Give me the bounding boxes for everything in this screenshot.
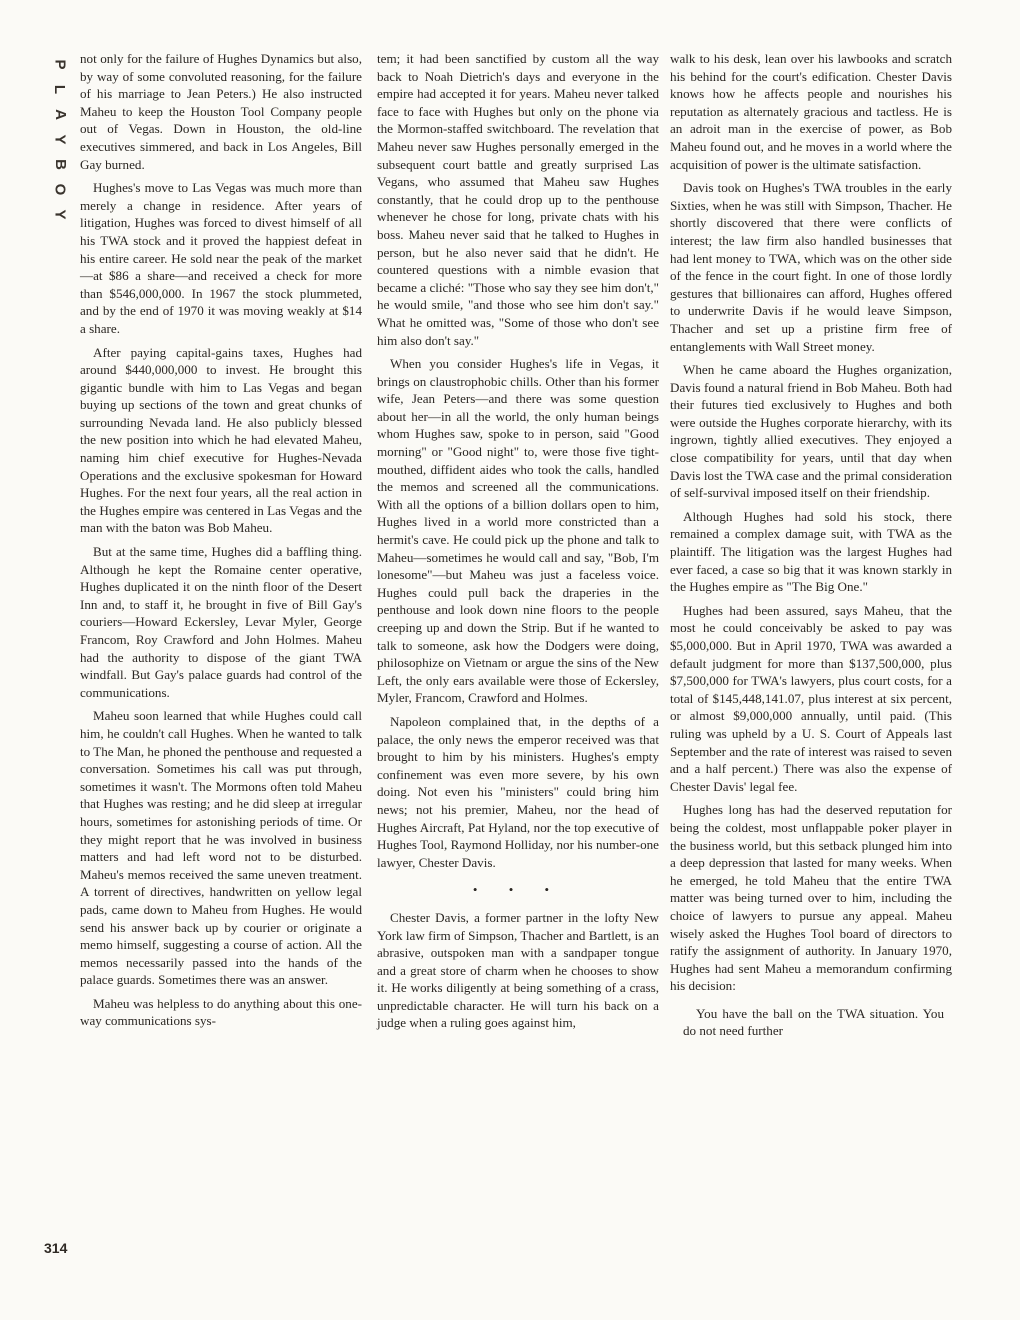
paragraph: When you consider Hughes's life in Vegas, it brings on claustrophobic chills. Other than his former wife, Jean Peters—and there was some question about her—in all the world, the only human beings whom Hughes saw, spoke to in person, said "Good morning" or "Good night" to, were those five tight-mouthed, diffident aides who took the calls, handled the memos and screened all the communications. With all the options of a billion dollars open to him, Hughes lived in a world more constricted than a hermit's cave. He could pick up the phone and talk to Maheu—sometimes he would call and say, "Bob, I'm lonesome"—but Maheu was just a faceless voice. Hughes could pull back the draperies in the penthouse and look down nine floors to the people creeping up and down the Strip. But if he wanted to talk to someone, ask how the Dodgers were doing, philosophize on Vietnam or argue the sins of the New Left, the only ears available were those of Eckersley, Myler, Francom, Crawford and Holmes. xyxy=(377,356,659,706)
paragraph: Chester Davis, a former partner in the lofty New York law firm of Simpson, Thacher and Bartlett, is an abrasive, outspoken man with a sandpaper tongue and a great store of charm when he chooses to show it. He works diligently at being something of a crass, unpredictable character. He will turn his back on a judge when a ruling goes against him, xyxy=(377,909,659,1031)
logo-letter: O xyxy=(51,183,69,196)
paragraph: Maheu was helpless to do anything about this one-way communications sys- xyxy=(80,995,362,1029)
paragraph: After paying capital-gains taxes, Hughes had around $440,000,000 to invest. He brought this gigantic bundle with him to Las Vegas and began buying up sections of the town and great chunks of surrounding Nevada land. He also publicly blessed the new position into which he had elevated Maheu, naming him chief executive for Hughes-Nevada Operations and the exclusive spokesman for Howard Hughes. For the next four years, all the real action in the Hughes empire was centered in Las Vegas and the man with the baton was Bob Maheu. xyxy=(80,344,362,536)
paragraph: Although Hughes had sold his stock, there remained a complex damage suit, with TWA as the plaintiff. The litigation was the largest Hughes had ever faced, a case so big that it was known starkly in the Hughes empire as "The Big One." xyxy=(670,508,952,595)
logo-letter: B xyxy=(51,159,69,170)
paragraph: walk to his desk, lean over his lawbooks and scratch his behind for the court's edification. Chester Davis knows how he affects people and nourishes his reputation as alternately gracious and tactless. He is an adroit man in the exercise of power, as Bob Maheu found out, and he moves in a world where the acquisition of power is the ultimate satisfaction. xyxy=(670,51,952,172)
paragraph: not only for the failure of Hughes Dynamics but also, by way of some convoluted reasoning, for the failure of his marriage to Jean Peters.) He also instructed Maheu to keep the Houston Tool Company people out of Vegas. Down in Houston, the old-line executives simmered, and back in Los Angeles, Bill Gay burned. xyxy=(80,51,362,172)
paragraph: When he came aboard the Hughes organization, Davis found a natural friend in Bob Maheu. Both had their futures tied exclusively to Hughes and both were outside the Hughes corporate hierarchy, with its ingrown, tightly allied executives. They enjoyed a close compatibility for years, until that day when Davis lost the TWA case and the primal consideration of self-survival imposed itself on their friendship. xyxy=(670,362,952,501)
article-column-1 xyxy=(80,50,362,1036)
logo-letter: Y xyxy=(51,134,69,145)
paragraph: tem; it had been sanctified by custom all the way back to Noah Dietrich's days and everyone in the empire had accepted it for years. Maheu never talked face to face with Hughes but only on the phone via the Mormon-staffed switchboard. The revelation that Maheu never saw Hughes personally emerged in the subsequent court battle and greatly surprised Las Vegans, who assumed that Maheu saw Hughes constantly, that he could drop up to the penthouse whenever he chose for long, private chats with his boss. Maheu never said that he talked to Hughes in person, but he also never said that he didn't. He countered questions with a nimble evasion that became a cliché: "Those who say they see him don't," he would smile, "and those who see him don't say." What he omitted was, "Some of those who don't see him also don't say." xyxy=(377,51,659,348)
paragraph: Hughes had been assured, says Maheu, that the most he could conceivably be asked to pay was $5,000,000. But in April 1970, TWA was awarded a default judgment for more than $137,500,000, plus $7,500,000 for TWA's lawyers, plus court costs, for a total of $145,448,141.07, plus interest at six percent, or almost $9,000,000 annually, until paid. (This ruling was upheld by a U. S. Court of Appeals last September and the rate of interest was raised to seven and a half percent.) There was also the expense of Chester Davis' legal fee. xyxy=(670,602,952,794)
logo-letter: L xyxy=(51,84,69,95)
logo-letter: P xyxy=(51,59,69,70)
paragraph: Hughes long has had the deserved reputation for being the coldest, most unflappable poker player in the business world, but this setback plunged him into a deep depression that lasted for many weeks. When he emerged, he told Maheu that the entire TWA matter was being turned over to him, including the choice of lawyers to pursue any appeal. Maheu wisely asked the Hughes Tool board of directors to ratify the assignment of authority. In January 1970, Hughes had sent Maheu a memorandum confirming his decision: xyxy=(670,802,952,994)
logo-letter: A xyxy=(51,109,69,120)
magazine-logo-vertical xyxy=(50,52,70,227)
section-separator: • • • xyxy=(472,882,564,898)
paragraph: But at the same time, Hughes did a baffling thing. Although he kept the Romaine center operative, Hughes duplicated it on the ninth floor of the Desert Inn and, to staff it, he brought in five of Bill Gay's couriers—Howard Eckersley, Levar Myler, George Francom, Roy Crawford and John Holmes. Maheu had the authority to dispose of the giant TWA windfall. But Gay's palace guards had control of the communications. xyxy=(80,544,362,700)
logo-letter: Y xyxy=(51,209,69,220)
article-column-2 xyxy=(377,50,659,1038)
paragraph: Maheu soon learned that while Hughes could call him, he couldn't call Hughes. When he wanted to talk to The Man, he phoned the penthouse and requested a conversation. Sometimes his call was put through, sometimes it wasn't. The Mormons often told Maheu that Hughes was resting; and he did sleep at irregular hours, sometimes for astonishing periods of time. Or they might report that he was involved in business matters and had left word not to be disturbed. Maheu's memos received the same uneven treatment. A torrent of directives, handwritten on yellow legal pads, came down to Maheu from Hughes. He would send his answer back up by courier or originate a memo himself, suggesting a course of action. All the memos necessarily passed into the hands of the palace guards. Sometimes there was an answer. xyxy=(80,708,362,988)
block-quote: You have the ball on the TWA situation. You do not need further xyxy=(683,1005,944,1039)
paragraph: Napoleon complained that, in the depths of a palace, the only news the emperor received was that brought to him by his ministers. Hughes's empty confinement was even more severe, by his own doing. Not even his "ministers" could bring him news; not his premier, Maheu, nor the head of Hughes Aircraft, Pat Hyland, nor the top executive of Hughes Tool, Raymond Holliday, nor his number-one lawyer, Chester Davis. xyxy=(377,713,659,870)
page-number: 314 xyxy=(44,1240,68,1256)
paragraph: Davis took on Hughes's TWA troubles in the early Sixties, when he was still with Simpson, Thacher. He shortly discovered that there were conflicts of interest; the law firm also handled businesses that had lent money to TWA, which was on the other side of the fence in the court fight. In one of those lordly gestures that billionaires can afford, Hughes offered to underwrite Davis if he would leave Simpson, Thacher and set up a pristine firm free of entanglements with Wall Street money. xyxy=(670,180,952,354)
paragraph: Hughes's move to Las Vegas was much more than merely a change in residence. After years of litigation, Hughes was forced to divest himself of all his TWA stock and it proved the happiest defeat in his entire career. He sold near the peak of the market—at $86 a share—and received a check for more than $546,000,000. In 1967 the stock plummeted, and by the end of 1970 it was moving weakly at $14 a share. xyxy=(80,180,362,336)
article-column-3 xyxy=(670,50,952,1046)
